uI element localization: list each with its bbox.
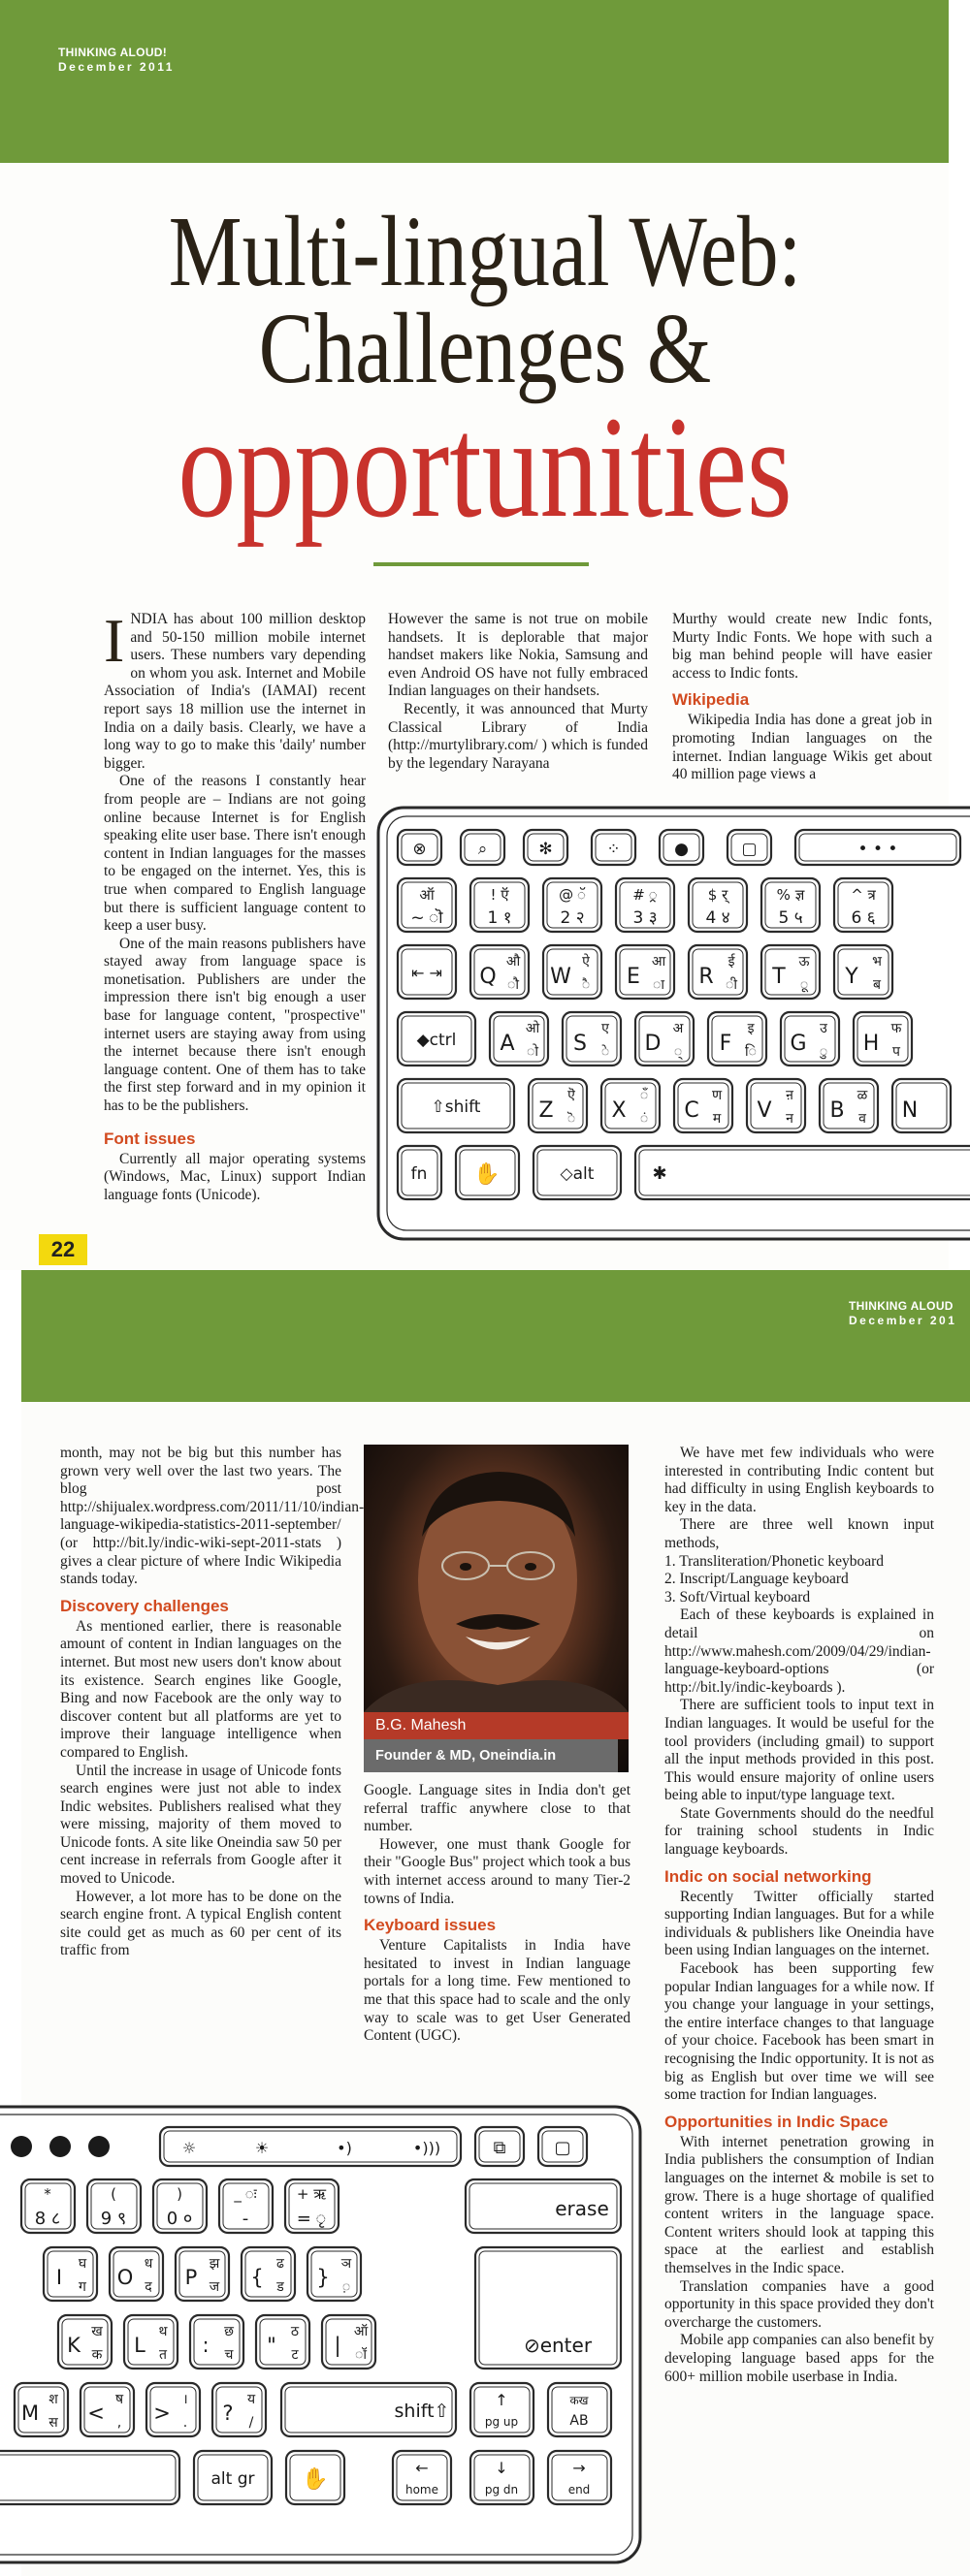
paragraph: We have met few individuals who were interested in contributing Indic content but had difficulty in using English keyboards to key in the data. — [664, 1445, 934, 1515]
letter-key — [854, 1012, 912, 1065]
article-column-3 — [672, 611, 932, 784]
letter-key — [781, 1012, 839, 1065]
section-heading-font-issues: Font issues — [104, 1129, 196, 1148]
key-lower-legend: ि — [745, 1044, 757, 1060]
key-upper-legend: ण — [711, 1088, 723, 1103]
key-upper-legend: ऐ — [582, 954, 590, 970]
paragraph: Wikipedia India has done a great job in promoting Indian languages on the internet. Indian language Wikis get about 40 million page views a — [672, 712, 932, 783]
section-heading-keyboard-issues: Keyboard issues — [364, 1916, 497, 1935]
paragraph: One of the main reasons publishers have stayed away from language space is monetisation. Publishers are under the impression there isn't big enough a user base for language content, "prospective" internet users are staying away from using the internet because there isn't enough language content. One of them has to take the first step forward and in my opinion it has to be the publishers. — [104, 935, 366, 1115]
space-bar — [0, 2451, 179, 2504]
letter-key — [58, 2315, 112, 2369]
key-upper-legend: ! ऍ — [490, 886, 509, 904]
paragraph: As mentioned earlier, there is reasonable amount of content in Indian languages on the internet. But most new users don't know about its existence. Search engines like Google, Bing and now Facebook are the only way to discover content but all platforms are yet to improve their language intelligence when compared to English. — [60, 1617, 341, 1761]
key-latin-letter: X — [611, 1098, 627, 1123]
number-key — [761, 878, 820, 932]
media-key-strip — [160, 2127, 461, 2166]
header-issue-date: December 2011 — [58, 60, 175, 74]
key-latin-letter: B — [829, 1098, 845, 1123]
alt-gr-key-label: alt gr — [210, 2469, 255, 2489]
key-upper-legend: अ — [672, 1021, 684, 1036]
key-latin-letter: D — [644, 1032, 662, 1056]
number-key — [21, 2179, 75, 2233]
fn-key — [398, 1146, 441, 1199]
paragraph: However, a lot more has to be done on the search engine front. A typical English content site could get as much as 60 per cent of its traffic from — [60, 1888, 341, 1959]
key-lower-legend: 6 ६ — [851, 908, 876, 928]
letter-key — [563, 1012, 621, 1065]
key-lower-legend: ौ — [507, 977, 519, 993]
paragraph: There are sufficient tools to input text in Indian languages. It would be useful for the tool providers (including gmail) to support all the input methods provided in this post. This would ensure majority of online users being able to input/type language text. — [664, 1697, 934, 1804]
section-heading-opportunities: Opportunities in Indic Space — [664, 2112, 889, 2131]
key-lower-legend: च — [224, 2347, 234, 2363]
header-issue-date: December 201 — [849, 1314, 957, 1327]
key-lower-legend: 4 ४ — [705, 908, 730, 928]
key-lower-legend: . — [182, 2415, 188, 2431]
key-latin-letter: V — [757, 1098, 772, 1123]
letter-key — [81, 2383, 134, 2436]
paragraph: Mobile app companies can also benefit by developing language based apps for the 600+ million mobile userbase in India. — [664, 2332, 934, 2385]
indicator-light — [88, 2136, 110, 2157]
script-toggle-devanagari: कख — [569, 2394, 589, 2407]
letter-key — [529, 1079, 587, 1132]
paragraph: Recently, it was announced that Murty Classical Library of India (http://murtylibrary.com/ ) which is funded by the legendary Narayana — [388, 700, 648, 772]
input-method-list-item: 1. Transliteration/Phonetic keyboard — [664, 1552, 885, 1570]
maximize-icon: ▢ — [554, 2138, 571, 2158]
indicator-light — [49, 2136, 71, 2157]
end-key-label: end — [567, 2483, 591, 2496]
function-key-icon: ⁘ — [606, 840, 621, 859]
key-lower-legend: 2 २ — [560, 908, 585, 928]
letter-key — [616, 945, 674, 999]
key-lower-legend: म — [712, 1111, 722, 1127]
key-lower-legend: ् — [673, 1044, 683, 1060]
script-toggle-latin: AB — [569, 2413, 589, 2429]
erase-key — [466, 2179, 621, 2233]
key-latin-letter: R — [698, 965, 714, 989]
key-upper-legend: ँ — [639, 1088, 649, 1103]
letter-key — [543, 945, 601, 999]
key-upper-legend: छ — [224, 2324, 234, 2339]
running-header — [58, 46, 175, 75]
key-latin-letter: I — [55, 2266, 63, 2289]
key-upper-legend: ऊ — [798, 954, 810, 970]
key-latin-letter: H — [862, 1032, 880, 1056]
letter-key — [470, 945, 529, 999]
hand-key — [456, 1146, 519, 1199]
indicator-light — [11, 2136, 32, 2157]
key-latin-letter: Z — [538, 1098, 554, 1123]
key-latin-letter: W — [550, 965, 571, 989]
hand-icon: ✋ — [302, 2467, 329, 2492]
section-heading-wikipedia: Wikipedia — [672, 690, 750, 710]
key-upper-legend: भ — [872, 954, 882, 970]
key-upper-legend: ञ — [340, 2256, 352, 2272]
key-upper-legend: इ — [747, 1021, 755, 1036]
shift-key-label: ⇧shift — [431, 1097, 481, 1117]
key-upper-legend: ष — [114, 2392, 124, 2407]
letter-key — [689, 945, 747, 999]
number-key — [616, 878, 674, 932]
key-latin-letter: : — [202, 2334, 210, 2357]
paragraph: Translation companies have a good opportunity in this space provided they don't overcharge the customers. — [664, 2277, 934, 2331]
number-key — [87, 2179, 141, 2233]
key-upper-legend: ^ त्र — [851, 886, 876, 904]
function-key-icon: ⌕ — [477, 840, 488, 859]
page-22 — [0, 0, 970, 1270]
key-lower-legend: 0 ० — [166, 2209, 193, 2229]
tab-key — [398, 945, 456, 999]
key-upper-legend: ऩ — [786, 1088, 793, 1103]
number-key — [153, 2179, 207, 2233]
key-latin-letter: A — [500, 1032, 515, 1056]
windows-icon: ⧉ — [493, 2138, 506, 2158]
key-latin-letter: } — [316, 2266, 330, 2289]
space-bar-icon: ✱ — [652, 1163, 667, 1184]
key-upper-legend: $ र् — [707, 886, 728, 904]
key-upper-legend: ई — [728, 954, 735, 970]
paragraph: Currently all major operating systems (Windows, Mac, Linux) support Indian language fonts (Unicode). — [104, 1150, 366, 1203]
page-up-label: pg up — [484, 2415, 519, 2429]
key-lower-legend: 8 ८ — [34, 2209, 61, 2229]
key-lower-legend: न — [786, 1111, 793, 1127]
section-heading-indic-social: Indic on social networking — [664, 1866, 872, 1886]
page-down-label: pg dn — [484, 2483, 519, 2496]
article-column-2 — [364, 1782, 630, 2046]
key-upper-legend: ) — [177, 2185, 182, 2203]
article-column-1 — [60, 1445, 365, 1960]
key-latin-letter: C — [684, 1098, 699, 1123]
letter-key — [176, 2247, 229, 2301]
key-latin-letter: Q — [479, 965, 497, 989]
key-lower-legend: ~ ॊ — [410, 908, 443, 928]
arrow-up-icon: ↑ — [495, 2391, 508, 2409]
key-latin-letter: L — [134, 2334, 146, 2357]
shift-key — [281, 2383, 456, 2436]
script-toggle-key — [548, 2383, 611, 2436]
alt-key-label: ◇alt — [560, 1164, 595, 1184]
function-key — [592, 830, 635, 865]
key-upper-legend: * — [44, 2185, 51, 2203]
key-lower-legend: द — [145, 2279, 152, 2295]
key-latin-letter: F — [719, 1032, 732, 1056]
key-lower-legend: ब — [873, 977, 881, 993]
key-latin-letter: { — [250, 2266, 264, 2289]
paragraph: Venture Capitalists in India have hesitated to invest in Indian language portals for a long time. Few mentioned to me that this space had to scale and the only way to scale was to get User Generated Content (UGC). — [364, 1937, 630, 2045]
key-upper-legend: ( — [111, 2185, 116, 2203]
key-lower-legend: ज — [209, 2279, 220, 2295]
function-key — [461, 830, 504, 865]
letter-key — [708, 1012, 766, 1065]
paragraph: Each of these keyboards is explained in detail on http://www.mahesh.com/2009/04/29/indian-language-keyboard-options (or http://bit.ly/indic-keyboards ). — [664, 1606, 934, 1696]
paragraph: Google. Language sites in India don't get referral traffic anywhere close to that number. — [364, 1782, 630, 1835]
key-lower-legend: ू — [799, 977, 809, 993]
key-latin-letter: E — [627, 965, 640, 989]
letter-key — [307, 2247, 361, 2301]
paragraph: However the same is not true on mobile handsets. It is deplorable that major handset makers like Nokia, Samsung and even Android OS have not fully embraced Indian languages on their handsets. — [388, 611, 648, 700]
article-title-line-2: Challenges & — [258, 293, 712, 404]
key-lower-legend: ़ — [341, 2279, 351, 2295]
paragraph: With internet penetration growing in India publishers the consumption of Indian languages on the internet & mobile is set to grow. There is a huge shortage of qualified content writers in the language space. Content writers should look at tapping this space at the earliest and establish themselves in the Indic space. — [664, 2133, 934, 2276]
key-latin-letter: ? — [222, 2401, 234, 2425]
letter-key — [146, 2383, 200, 2436]
paragraph: Recently Twitter officially started supporting Indian languages. But for a while individuals & publishers like Oneindia have been using Indian languages on the internet. — [664, 1888, 934, 1959]
letter-key — [892, 1079, 951, 1132]
key-lower-legend: े — [600, 1044, 610, 1060]
letter-key — [322, 2315, 375, 2369]
key-latin-letter: G — [790, 1032, 807, 1056]
key-lower-legend: स — [48, 2415, 58, 2431]
function-key — [795, 830, 960, 865]
key-upper-legend: औ — [505, 954, 521, 970]
shift-key — [398, 1079, 514, 1132]
key-upper-legend: ध — [144, 2256, 153, 2272]
key-upper-legend: श — [48, 2392, 58, 2407]
key-lower-legend: 5 ५ — [778, 908, 803, 928]
key-lower-legend: , — [116, 2415, 122, 2431]
letter-key — [601, 1079, 660, 1132]
key-upper-legend: ढ — [276, 2256, 284, 2272]
author-title-caption: Founder & MD, Oneindia.in — [364, 1739, 618, 1772]
key-upper-legend: ओ — [525, 1021, 540, 1036]
number-key — [689, 878, 747, 932]
shift-key-label: shift⇧ — [394, 2401, 450, 2422]
maximize-key — [538, 2127, 587, 2166]
letter-key — [635, 1012, 694, 1065]
alt-key — [534, 1146, 621, 1199]
key-lower-legend: 9 ९ — [100, 2209, 127, 2229]
key-lower-legend: ा — [653, 977, 664, 993]
letter-key — [190, 2315, 243, 2369]
number-key — [398, 878, 456, 932]
function-key — [660, 830, 703, 865]
letter-key — [820, 1079, 878, 1132]
arrow-left-icon: ← — [415, 2459, 429, 2477]
key-lower-legend: ड — [276, 2279, 284, 2295]
header-section-name: THINKING ALOUD! — [58, 46, 168, 59]
fn-key-label: fn — [410, 1164, 428, 1184]
letter-key — [256, 2315, 309, 2369]
key-upper-legend: य — [246, 2392, 256, 2407]
key-upper-legend: ऑ — [353, 2324, 369, 2339]
arrow-right-icon: → — [572, 2459, 586, 2477]
key-lower-legend: त — [159, 2347, 167, 2363]
keyboard-illustration-right-half — [0, 2102, 648, 2567]
key-upper-legend: थ — [158, 2324, 168, 2339]
function-key — [524, 830, 567, 865]
alt-gr-key — [194, 2451, 272, 2504]
input-method-list-item: 2. Inscript/Language keyboard — [664, 1571, 849, 1588]
function-key-icon: ✻ — [538, 840, 553, 859]
article-column-2 — [388, 611, 648, 773]
number-key — [834, 878, 892, 932]
number-key — [543, 878, 601, 932]
hand-icon: ✋ — [473, 1162, 501, 1187]
home-key — [393, 2451, 451, 2504]
key-upper-legend: । — [182, 2392, 188, 2407]
key-lower-legend: प — [892, 1044, 900, 1060]
media-key-icon: •) — [337, 2139, 352, 2157]
key-latin-letter: | — [334, 2334, 341, 2357]
key-upper-legend: + ऋ — [296, 2185, 327, 2203]
enter-key — [475, 2247, 621, 2369]
key-lower-legend: क — [91, 2347, 103, 2363]
key-upper-legend: फ — [890, 1021, 902, 1036]
key-latin-letter: N — [901, 1098, 919, 1123]
key-upper-legend: ए — [601, 1021, 609, 1036]
header-band — [0, 1270, 970, 1402]
arrow-down-icon: ↓ — [495, 2459, 508, 2477]
home-key-label: home — [404, 2483, 439, 2496]
hand-key — [286, 2451, 344, 2504]
key-upper-legend: उ — [820, 1021, 827, 1036]
function-key-icon: • • • — [857, 840, 898, 859]
key-upper-legend: # ्र — [632, 886, 658, 904]
header-band — [0, 0, 970, 163]
key-lower-legend: ै — [581, 977, 591, 993]
letter-key — [834, 945, 892, 999]
key-upper-legend: ठ — [290, 2324, 300, 2339]
key-lower-legend: व — [858, 1111, 866, 1127]
letter-key — [674, 1079, 732, 1132]
article-column-1 — [104, 606, 366, 1204]
article-title-line-1: Multi-lingual Web: — [168, 196, 802, 307]
title-rule — [373, 562, 589, 566]
key-latin-letter: " — [267, 2334, 276, 2357]
function-key-icon: ● — [674, 840, 689, 859]
key-lower-legend: 1 १ — [487, 908, 512, 928]
key-latin-letter: T — [772, 965, 786, 989]
letter-key — [490, 1012, 548, 1065]
page-down-key — [470, 2451, 534, 2504]
header-section-name: THINKING ALOUD — [849, 1299, 954, 1313]
media-key-icon: ☼ — [181, 2139, 197, 2157]
function-key-icon: ⊗ — [412, 840, 427, 859]
letter-key — [124, 2315, 178, 2369]
key-lower-legend: ॆ — [566, 1111, 576, 1127]
letter-key — [212, 2383, 266, 2436]
author-name-caption: B.G. Mahesh — [364, 1712, 629, 1739]
paragraph: State Governments should do the needful for training school students in Indic language keyboards. — [664, 1804, 934, 1859]
key-upper-legend: ऎ — [567, 1088, 575, 1103]
section-heading-discovery-challenges: Discovery challenges — [60, 1596, 229, 1615]
number-key — [219, 2179, 273, 2233]
number-key — [470, 878, 529, 932]
ctrl-key-label: ◆ctrl — [416, 1031, 457, 1050]
function-key — [398, 830, 441, 865]
key-latin-letter: Y — [845, 965, 858, 989]
author-portrait-image — [364, 1445, 629, 1712]
key-latin-letter: K — [67, 2334, 81, 2357]
key-upper-legend: घ — [78, 2256, 87, 2272]
key-latin-letter: S — [573, 1032, 587, 1056]
key-lower-legend: = ृ — [296, 2209, 327, 2229]
key-upper-legend: % ज्ञ — [776, 886, 805, 904]
ctrl-key — [398, 1012, 475, 1065]
letter-key — [761, 945, 820, 999]
page-23 — [0, 1270, 970, 2576]
key-upper-legend: @ ॅ — [559, 886, 586, 904]
key-latin-letter: < — [87, 2401, 105, 2425]
key-upper-legend: आ — [651, 954, 666, 970]
page-number: 22 — [39, 1234, 87, 1265]
paragraph: However, one must thank Google for their "Google Bus" project which took a bus with internet access around to many Tier-2 towns of India. — [364, 1835, 630, 1907]
window-key — [475, 2127, 524, 2166]
function-key-icon: ▢ — [741, 840, 758, 859]
key-lower-legend: / — [248, 2415, 254, 2431]
key-upper-legend: झ — [209, 2256, 220, 2272]
key-upper-legend: ऑ — [419, 886, 435, 904]
number-key — [285, 2179, 339, 2233]
end-key — [548, 2451, 611, 2504]
key-lower-legend: ॉ — [355, 2347, 367, 2363]
function-key — [728, 830, 771, 865]
key-latin-letter: O — [116, 2266, 134, 2289]
drop-cap: I — [104, 606, 125, 675]
key-upper-legend: ख — [91, 2324, 103, 2339]
paragraph: There are three well known input methods, — [664, 1516, 934, 1551]
article-column-3 — [664, 1445, 934, 2386]
letter-key — [15, 2383, 68, 2436]
page-up-key — [470, 2383, 534, 2436]
key-latin-letter: M — [20, 2401, 40, 2425]
paragraph: month, may not be big but this number has grown very well over the last two years. The blog post http://shijualex.wordpress.com/2011/11/10/indian-language-wikipedia-statistics-2011-september/ (or http://bit.ly/indic-wiki-sept-2011-stats ) gives a clear picture of where Indic Wikipedia stands today. — [60, 1445, 365, 1588]
enter-key-label: ⊘enter — [523, 2334, 593, 2357]
key-upper-legend: _ ः — [234, 2185, 257, 2203]
paragraph: Until the increase in usage of Unicode fonts search engines were just not able to index Indic websites. Publishers realised what they were missing, majority of them moved to Unicode fonts. A site like Oneindia saw 50 per cent increase in referrals from Google after it moved to Unicode. — [60, 1762, 341, 1888]
space-bar — [635, 1146, 970, 1199]
key-lower-legend: ट — [291, 2347, 299, 2363]
key-lower-legend: ी — [726, 977, 737, 993]
tab-key-label: ⇤ ⇥ — [411, 964, 442, 982]
key-lower-legend: - — [242, 2209, 249, 2229]
author-photo — [364, 1445, 629, 1772]
keyboard-illustration-left-half — [373, 803, 970, 1244]
article-title-line-3: opportunities — [178, 387, 792, 548]
running-header — [849, 1299, 956, 1328]
key-latin-letter: P — [184, 2266, 198, 2289]
key-latin-letter: > — [153, 2401, 171, 2425]
key-lower-legend: ं — [639, 1111, 649, 1127]
media-key-icon: •))) — [412, 2139, 441, 2157]
paragraph: Facebook has been supporting few popular Indian languages for a while now. If you change your language in your settings, the entire interface changes to that language of your choice. Facebook has been smart in recognising the Indic opportunity. It is not as big as English but over time we will see some traction for Indian languages. — [664, 1960, 934, 2104]
paragraph: One of the reasons I constantly hear from people are – Indians are not going online because Internet is for English speaking elite user base. There isn't enough content in Indian languages for the masses to be engaged on the internet. Yes, this is true when compared to English language but there is sufficient language content to keep a user busy. — [104, 773, 366, 935]
input-method-list-item: 3. Soft/Virtual keyboard — [664, 1588, 811, 1606]
paragraph: NDIA has about 100 million desktop and 50-150 million mobile internet users. These numbers vary depending on whom you ask. Internet and Mobile Association of India's (IAMAI) recent report says 18 million use the internet in India on a daily basis. Clearly, we have a long way to go to make this 'daily' number bigger. — [104, 611, 366, 772]
key-lower-legend: ग — [79, 2279, 86, 2295]
paragraph: Murthy would create new Indic fonts, Murty Indic Fonts. We hope with such a big man behind people will have easier access to Indic fonts. — [672, 611, 932, 682]
key-lower-legend: 3 ३ — [632, 908, 658, 928]
key-upper-legend: ळ — [857, 1088, 868, 1103]
erase-key-label: erase — [555, 2197, 609, 2220]
letter-key — [242, 2247, 295, 2301]
letter-key — [747, 1079, 805, 1132]
media-key-icon: ☀ — [254, 2139, 270, 2157]
letter-key — [44, 2247, 97, 2301]
key-lower-legend: ु — [819, 1044, 828, 1060]
key-lower-legend: ो — [527, 1044, 538, 1060]
letter-key — [110, 2247, 163, 2301]
